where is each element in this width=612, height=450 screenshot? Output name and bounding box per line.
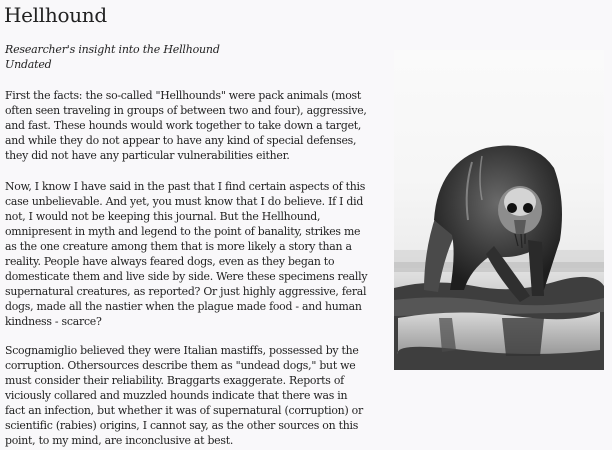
hellhound-image	[394, 50, 604, 370]
page-title: Hellhound	[4, 3, 107, 27]
text-line: not, I would not be keeping this journal. But the Hellhound,	[5, 210, 321, 223]
text-line: as the one creature among them that is more likely a story than a	[5, 240, 352, 253]
text-line: supernatural creatures, as reported? Or just highly aggressive, feral	[5, 285, 367, 298]
text-line: and fast. These hounds would work together to take down a target,	[5, 119, 362, 132]
text-line: First the facts: the so-called "Hellhounds" were pack animals (most	[5, 89, 361, 102]
paragraph-belief	[5, 179, 387, 329]
text-line: omnipresent in myth and legend to the point of banality, strikes me	[5, 225, 361, 238]
text-line: and while they do not appear to have any kind of special defenses,	[5, 134, 357, 147]
text-line: must consider their reliability. Braggarts exaggerate. Reports of	[5, 374, 344, 387]
text-line: they did not have any particular vulnerabilities either.	[5, 149, 290, 162]
paragraph-facts	[5, 88, 387, 163]
entry-date: Undated	[5, 58, 52, 71]
text-line: Now, I know I have said in the past that I find certain aspects of this	[5, 180, 366, 193]
hellhound-illustration	[394, 50, 604, 370]
text-line: often seen traveling in groups of between two and four), aggressive,	[5, 104, 367, 117]
text-line: Scognamiglio believed they were Italian mastiffs, possessed by the	[5, 344, 359, 357]
text-line: dogs, made all the nastier when the plague made food - and human	[5, 300, 362, 313]
text-line: point, to my mind, are inconclusive at best.	[5, 434, 234, 447]
paragraph-sources	[5, 343, 387, 448]
text-line: fact an infection, but whether it was of supernatural (corruption) or	[5, 404, 363, 417]
text-line: kindness - scarce?	[5, 315, 102, 328]
text-line: reality. People have always feared dogs, even as they began to	[5, 255, 335, 268]
text-line: viciously collared and muzzled hounds indicate that there was in	[5, 389, 348, 402]
entry-subtitle: Researcher's insight into the Hellhound	[5, 43, 220, 56]
text-line: scientific (rabies) origins, I cannot say, as the other sources on this	[5, 419, 359, 432]
text-line: case unbelievable. And yet, you must know that I do believe. If I did	[5, 195, 364, 208]
text-line: corruption. Othersources describe them as "undead dogs," but we	[5, 359, 356, 372]
text-line: domesticate them and live side by side. Were these specimens really	[5, 270, 368, 283]
entry-meta	[5, 42, 220, 72]
